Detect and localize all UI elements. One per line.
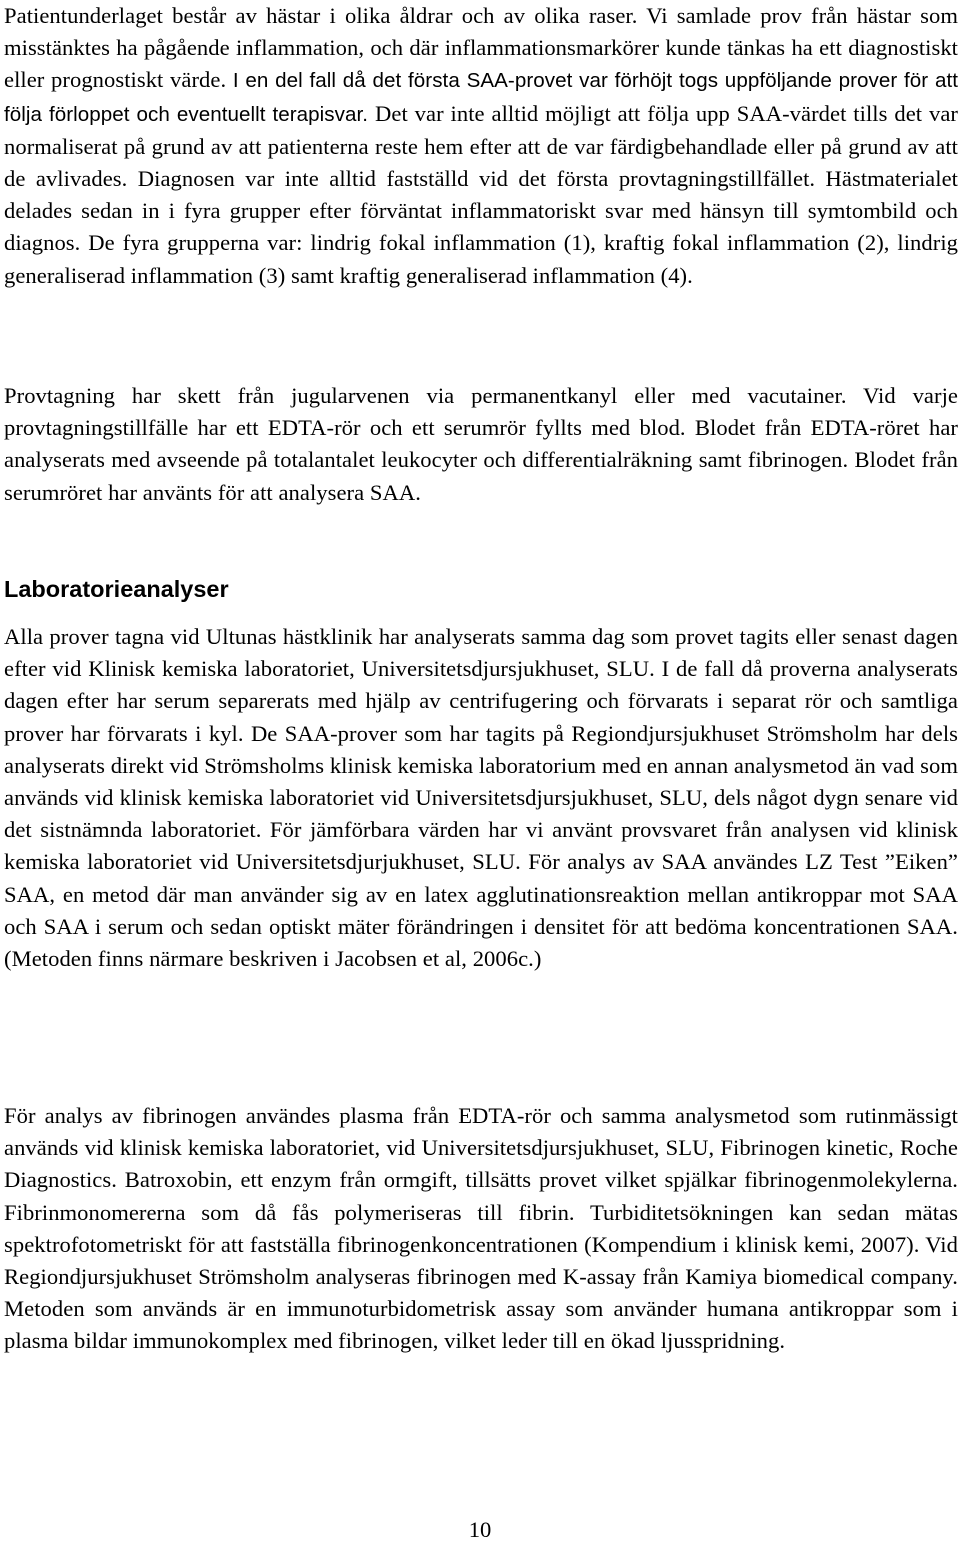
paragraph-fibrinogen-analysis: För analys av fibrinogen användes plasma från EDTA-rör och samma analysmetod som rutinmässigt används vid klinisk kemiska laboratoriet, vid Universitetsdjursjukhuset, SLU, Fibrinogen kinetic, Roche Diagnostics. Batroxobin, ett enzym från ormgift, tillsätts provet vilket spjälkar fibrinogenmolekylerna. Fibrinmonomererna som då fås polymeriseras till fibrin. Turbiditetsökningen kan sedan mätas spektrofotometriskt för att fastställa fibrinogenkoncentrationen (Kompendium i klinisk kemi, 2007). Vid Regiondjursjukhuset Strömsholm analyseras fibrinogen med K-assay från Kamiya biomedical company. Metoden som används är en immunoturbidometrisk assay som använder humana antikroppar som i plasma bildar immunokomplex med fibrinogen, vilket leder till en ökad ljusspridning. <box>4 1103 958 1354</box>
section-heading: Laboratorieanalyser <box>4 576 229 602</box>
paragraph-1-part-c: Det var inte alltid möjligt att följa upp SAA-värdet tills det var normaliserat på grund av att patienterna reste hem efter att de var färdigbehandlade eller på grund av att de avlivades. Diagnosen var inte alltid fastställd vid det första provtagningstillfället. Hästmaterialet delades sedan in i fyra grupper efter förväntat inflammatoriskt svar med hänsyn till symtombild och diagnos. De fyra grupperna var: lindrig fokal inflammation (1), kraftig fokal inflammation (2), lindrig generaliserad inflammation (3) samt kraftig generaliserad inflammation (4). <box>4 100 958 288</box>
paragraph-1-part-a: Patientunderlaget består av hästar i olika åldrar och av olika raser. Vi samlade prov från hästar som misstänktes ha pågående inflammation, och där inflammationsmarkörer kunde tänkas ha ett diagnostiskt eller prognostiskt värde. <box>4 3 958 93</box>
paragraph-patient-material <box>4 0 958 292</box>
page-number: 10 <box>468 1517 492 1542</box>
paragraph-1-part-b: I en del fall då det första SAA-provet var förhöjt togs uppföljande prover för att följa förloppet och eventuellt terapisvar. <box>4 69 958 126</box>
paragraph-laboratory-analysis: Alla prover tagna vid Ultunas hästklinik har analyserats samma dag som provet tagits eller senast dagen efter vid Klinisk kemiska laboratoriet, Universitetsdjursjukhuset, SLU. I de fall då proverna analyserats dagen efter har serum separerats med hjälp av centrifugering och förvarats i separat rör och samtliga prover har förvarats i kyl. De SAA-prover som har tagits på Regiondjursjukhuset Strömsholm har dels analyserats direkt vid Strömsholms klinisk kemiska laboratorium med en annan analysmetod än vad som används vid klinisk kemiska laboratoriet vid Universitetsdjursjukhuset, SLU, dels något dygn senare vid det sistnämnda laboratoriet. För jämförbara värden har vi använt provsvaret från analysen vid klinisk kemiska laboratoriet vid Universitetsdjurjukhuset, SLU. För analys av SAA användes LZ Test ”Eiken” SAA, en metod där man använder sig av en latex agglutinationsreaktion mellan antikroppar mot SAA och SAA i serum och sedan optiskt mäter förändringen i densitet för att bedöma koncentrationen SAA. (Metoden finns närmare beskriven i Jacobsen et al, 2006c.) <box>4 624 958 972</box>
paragraph-sampling: Provtagning har skett från jugularvenen via permanentkanyl eller med vacutainer. Vid varje provtagningstillfälle har ett EDTA-rör och ett serumrör fyllts med blod. Blodet från EDTA-röret har analyserats med avseende på totalantalet leukocyter och differentialräkning samt fibrinogen. Blodet från serumröret har använts för att analysera SAA. <box>4 383 958 505</box>
